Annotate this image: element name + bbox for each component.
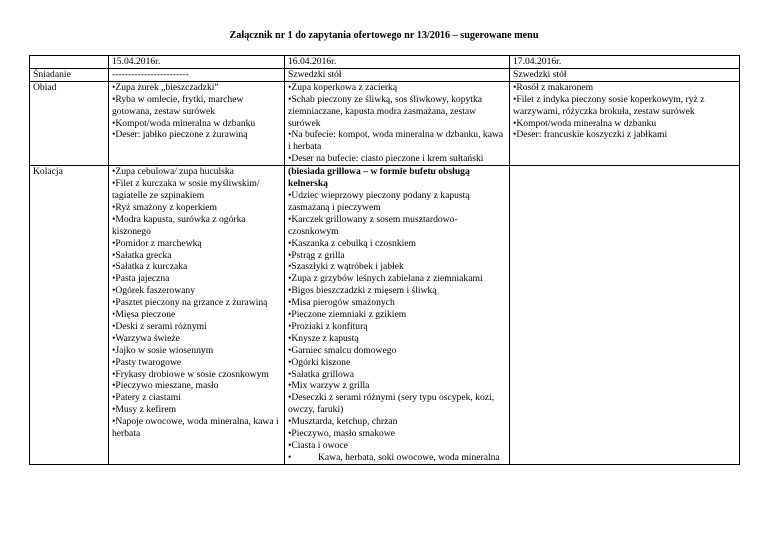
date-cell-day1: [109, 56, 285, 69]
list-item: •Filet z indyka pieczony sosie koperkowym, ryż z warzywami, różyczka brokuła, zestaw surówek: [513, 93, 705, 117]
breakfast-day2-text: Szwedzki stół: [288, 68, 342, 80]
list-item: •Pasztet pieczony na grzance z żurawiną: [112, 297, 268, 309]
list-item: •Frykasy drobiowe w sosie czosnkowym: [112, 368, 269, 380]
list-item: •Pasty twarogowe: [112, 356, 182, 368]
list-item: •Deski z serami różnymi: [112, 320, 207, 332]
list-item: •Sałatka z kurczaka: [112, 261, 188, 273]
date-cell-day3: [510, 56, 740, 69]
menu-table: [29, 55, 740, 465]
breakfast-day1-text: ------------------------: [112, 68, 189, 80]
list-item: •Musy z kefirem: [112, 404, 177, 416]
list-item: •Sałatka grillowa: [288, 368, 354, 380]
list-item: •Knysze z kapustą: [288, 332, 359, 344]
list-item: •Pieczywo, masło smakowe: [288, 428, 396, 440]
breakfast-day3-text: Szwedzki stół: [513, 68, 567, 80]
list-item: •Mix warzyw z grilla: [288, 380, 370, 392]
breakfast-day3: [510, 68, 740, 81]
lunch-day3: [510, 81, 740, 165]
list-item: •Filet z kurczaka w sosie myśliwskim/ tagiatelle ze szpinakiem: [112, 178, 260, 201]
bullet-glyph: •: [288, 451, 292, 463]
lunch-day1: [109, 81, 285, 165]
list-item: •Szaszłyki z wątróbek i jabłek: [288, 261, 404, 273]
breakfast-day1: [109, 68, 285, 81]
list-item: •Zupa koperkowa z zacierką: [288, 81, 398, 93]
date-cell-day2: [285, 56, 510, 69]
list-item: •Bigos bieszczadzki z mięsem i śliwką: [288, 285, 437, 297]
list-item: •Mięsa pieczone: [112, 309, 176, 321]
meal-label-lunch: Obiad: [33, 81, 57, 93]
list-item: •Ryba w omlecie, frytki, marchew gotowana, zestaw surówek: [112, 93, 244, 117]
meal-label-cell: [30, 68, 109, 81]
list-item: •Misa pierogów smażonych: [288, 297, 395, 309]
header-row: [30, 56, 740, 69]
list-item: •Na bufecie: kompot, woda mineralna w dzbanku, kawa i herbata: [288, 129, 504, 153]
list-item: •Pomidor z marchewką: [112, 237, 202, 249]
dinner-day2-heading: (biesiada grillowa – w formie bufetu obsługą kelnerską: [288, 166, 470, 190]
list-item: •Deser na bufecie: ciasto pieczone i krem sułtański: [288, 153, 484, 165]
list-item-text: Kawa, herbata, soki owocowe, woda mineralna: [318, 451, 500, 463]
list-item: •Karczek grillowany z sosem musztardowo-czosnkowym: [288, 213, 458, 237]
list-item: •Napoje owocowe, woda mineralna, kawa i herbata: [112, 416, 279, 440]
list-item: •Rosół z makaronem: [513, 81, 594, 93]
list-item: •Kaszanka z cebulką i czosnkiem: [288, 237, 417, 249]
list-item: •Pstrąg z grilla: [288, 249, 345, 261]
breakfast-day2: [285, 68, 510, 81]
list-item: •Ogórki kiszone: [288, 356, 351, 368]
dinner-day1: [109, 166, 285, 465]
list-item: •Schab pieczony ze śliwką, sos śliwkowy, kopytka ziemniaczane, kapusta modra zasmażana, zestaw surówek: [288, 93, 483, 129]
lunch-row: [30, 81, 740, 165]
list-item: •Deser: francuskie koszyczki z jabłkami: [513, 129, 668, 141]
list-item: •Kompot/woda mineralna w dzbanku: [112, 117, 256, 129]
list-item: •Sałatka grecka: [112, 249, 172, 261]
meal-label-cell: [30, 166, 109, 465]
list-item: •Deseczki z serami różnymi (sery typu oscypek, kozi, owczy, faruki): [288, 392, 495, 416]
lunch-day2: [285, 81, 510, 165]
list-item: •Proziaki z konfiturą: [288, 320, 368, 332]
date-day2: 16.04.2016r.: [288, 56, 337, 67]
header-label-cell: [30, 56, 109, 69]
list-item: •Jajko w sosie wiosennym: [112, 344, 214, 356]
meal-label-cell: [30, 81, 109, 165]
date-day1: 15.04.2016r.: [112, 56, 161, 67]
list-item: •Deser: jabłko pieczone z żurawiną: [112, 129, 248, 141]
list-item: •Warzywa świeże: [112, 332, 180, 344]
date-day3: 17.04.2016r.: [513, 56, 562, 67]
list-item: •Udziec wieprzowy pieczony podany z kapustą zasmażaną i pieczywem: [288, 189, 470, 213]
list-item: •Patery z ciastami: [112, 392, 181, 404]
meal-label-breakfast: Śniadanie: [33, 68, 71, 80]
list-item: •Garniec smalcu domowego: [288, 344, 397, 356]
dinner-day2: [285, 166, 510, 465]
list-item: •Zupa żurek „bieszczadzki”: [112, 81, 219, 93]
list-item: •Zupa z grzybów leśnych zabielana z ziemniakami: [288, 273, 483, 285]
list-item: •Ogórek faszerowany: [112, 285, 196, 297]
dinner-row: [30, 166, 740, 465]
list-item: •Pieczone ziemniaki z gzikiem: [288, 309, 407, 321]
list-item: •Ryż smażony z koperkiem: [112, 201, 218, 213]
list-item: •Zupa cebulowa/ zupa huculska: [112, 166, 234, 178]
breakfast-row: [30, 68, 740, 81]
list-item: [288, 452, 506, 464]
list-item: •Pasta jajeczna: [112, 273, 170, 285]
list-item: •Modra kapusta, surówka z ogórka kiszonego: [112, 213, 246, 237]
document-title: Załącznik nr 1 do zapytania ofertowego nr 13/2016 – sugerowane menu: [229, 30, 539, 41]
meal-label-dinner: Kolacja: [33, 166, 63, 178]
list-item: •Musztarda, ketchup, chrzan: [288, 416, 398, 428]
list-item: •Ciasta i owoce: [288, 440, 348, 451]
list-item: •Pieczywo mieszane, masło: [112, 380, 219, 392]
dinner-day3: [510, 166, 740, 465]
list-item: •Kompot/woda mineralna w dzbanku: [513, 117, 657, 129]
